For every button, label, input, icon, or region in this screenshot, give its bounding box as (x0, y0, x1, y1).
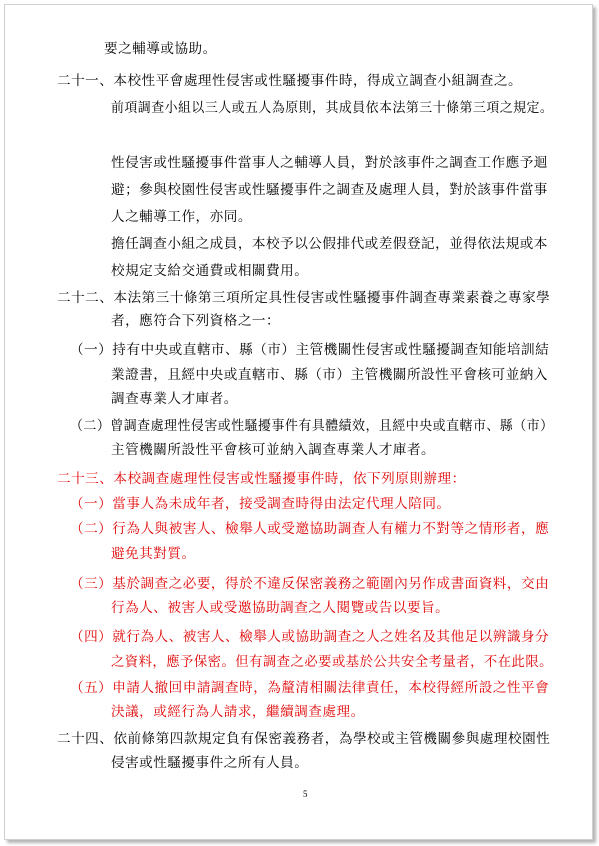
document-page (4, 4, 593, 840)
text-line: 業證書，且經中央或直轄市、縣（市）主管機關所設性平會核可並納入 (111, 367, 548, 383)
text-line: 調查專業人才庫者。 (111, 391, 238, 407)
text-line: 之資料，應予保密。但有調查之必要或基於公共安全考量者，不在此限。 (111, 654, 553, 670)
text-line: 侵害或性騷擾事件之所有人員。 (111, 755, 309, 771)
text-line: 二十三、本校調查處理性侵害或性騷擾事件時，依下列原則辦理： (57, 471, 466, 487)
text-line: 人之輔導工作，亦同。 (111, 209, 252, 225)
text-line: 避；參與校園性侵害或性騷擾事件之調查及處理人員，對於該事件當事 (111, 182, 548, 198)
text-line: （三）基於調查之必要，得於不違反保密義務之範圍內另作成書面資料，交由 (70, 576, 550, 592)
text-line: 行為人、被害人或受邀協助調查之人閱覽或告以要旨。 (111, 600, 450, 616)
text-line: （一）當事人為未成年者，接受調查時得由法定代理人陪同。 (70, 496, 451, 512)
text-line: （二）行為人與被害人、檢舉人或受邀協助調查人有權力不對等之情形者，應 (70, 521, 550, 537)
text-line: 二十一、本校性平會處理性侵害或性騷擾事件時，得成立調查小組調查之。 (57, 73, 523, 89)
text-line: （二）曾調查處理性侵害或性騷擾事件有具體績效，且經中央或直轄市、縣（市） (70, 418, 554, 434)
text-line: （四）就行為人、被害人、檢舉人或協助調查之人之姓名及其他足以辨識身分 (70, 629, 550, 645)
text-line: 二十二、本法第三十條第三項所定具性侵害或性騷擾事件調查專業素養之專家學 (57, 290, 551, 306)
text-line: 決議，或經行為人請求，繼續調查處理。 (111, 704, 365, 720)
text-line: 避免其對質。 (111, 546, 196, 562)
text-line: 校規定支給交通費或相關費用。 (111, 263, 309, 279)
text-line: 前項調查小組以三人或五人為原則，其成員依本法第三十條第三項之規定。 (111, 100, 554, 116)
page-number: 5 (303, 789, 308, 799)
text-line: 者，應符合下列資格之一： (111, 313, 281, 329)
text-line: 二十四、依前條第四款規定負有保密義務者，為學校或主管機關參與處理校園性 (57, 731, 551, 747)
text-line: （五）申請人撤回申請調查時，為釐清相關法律責任，本校得經所設之性平會 (70, 680, 550, 696)
text-line: （一）持有中央或直轄市、縣（市）主管機關性侵害或性騷擾調查知能培訓結 (70, 342, 550, 358)
text-line: 擔任調查小組之成員，本校予以公假排代或差假登記，並得依法規或本 (111, 236, 548, 252)
text-line: 主管機關所設性平會核可並納入調查專業人才庫者。 (111, 442, 436, 458)
text-line: 性侵害或性騷擾事件當事人之輔導人員，對於該事件之調查工作應予迴 (111, 155, 548, 171)
text-line: 要之輔導或協助。 (104, 41, 217, 57)
